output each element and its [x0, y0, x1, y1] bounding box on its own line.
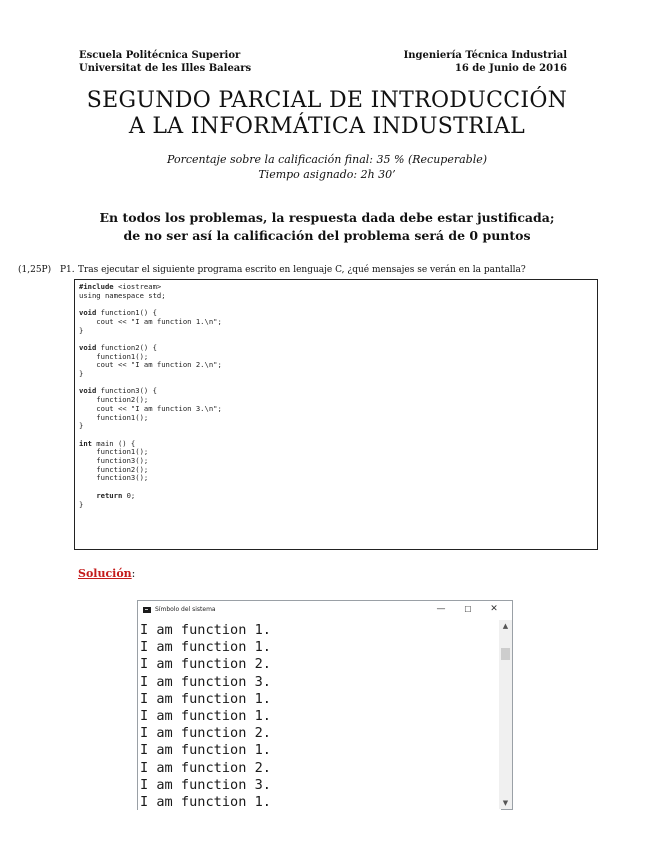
- time-allotted: Tiempo asignado: 2h 30’: [258, 168, 396, 181]
- code-line: [79, 492, 222, 501]
- code-line: [79, 474, 222, 483]
- code-line: [79, 327, 222, 336]
- console-line: I am function 1.: [140, 708, 271, 725]
- code-text: }: [79, 421, 84, 431]
- code-text: using namespace std;: [79, 290, 166, 300]
- minimize-button[interactable]: —: [436, 604, 446, 614]
- exam-title: [0, 88, 654, 140]
- exam-subtitle: [0, 152, 654, 182]
- console-output[interactable]: [138, 620, 501, 810]
- console-line: I am function 1.: [140, 690, 271, 707]
- scrollbar-thumb[interactable]: [501, 648, 510, 660]
- code-keyword: void: [79, 386, 97, 396]
- code-text: function3();: [79, 473, 149, 483]
- header-left: [79, 49, 251, 75]
- scroll-down-arrow-icon[interactable]: ▼: [502, 799, 509, 807]
- code-text: }: [79, 369, 84, 379]
- command-prompt-window: [137, 600, 513, 810]
- code-keyword: int: [79, 438, 92, 448]
- console-line: I am function 1.: [140, 742, 271, 759]
- code-text: main () {: [91, 438, 136, 448]
- console-line: I am function 1.: [140, 794, 271, 811]
- code-line: [79, 422, 222, 431]
- code-keyword: #include: [79, 282, 114, 291]
- exam-title-line2: A LA INFORMÁTICA INDUSTRIAL: [128, 114, 526, 139]
- exam-title-line1: SEGUNDO PARCIAL DE INTRODUCCIÓN: [86, 88, 568, 113]
- code-text: function1();: [79, 351, 149, 361]
- code-line: [79, 318, 222, 327]
- console-line: I am function 2.: [140, 656, 271, 673]
- code-text: function1();: [79, 412, 149, 422]
- console-lines: [140, 622, 271, 811]
- code-text: }: [79, 499, 84, 509]
- code-line: [79, 292, 222, 301]
- code-text: cout << "I am function 2.\n";: [79, 360, 222, 370]
- code-line: [79, 414, 222, 423]
- institution-university: Universitat de les Illes Balears: [79, 63, 252, 74]
- code-text: cout << "I am function 3.\n";: [79, 403, 222, 413]
- code-text: [79, 491, 96, 500]
- code-keyword: void: [79, 308, 97, 318]
- header-right: [404, 49, 567, 75]
- command-prompt-icon: [143, 607, 151, 613]
- justification-notice: [0, 209, 654, 245]
- problem-statement: Tras ejecutar el siguiente programa escrito en lenguaje C, ¿qué mensajes se verán en la pantalla?: [78, 265, 526, 275]
- solution-label: Solución: [78, 567, 132, 580]
- code-text: <iostream>: [113, 282, 162, 291]
- code-text: function2();: [79, 395, 149, 405]
- code-keyword: void: [79, 342, 97, 352]
- code-listing: [79, 283, 222, 509]
- scroll-up-arrow-icon[interactable]: ▲: [502, 622, 509, 630]
- exam-date: 16 de Junio de 2016: [454, 63, 567, 74]
- console-line: I am function 2.: [140, 759, 271, 776]
- code-text: }: [79, 325, 84, 335]
- window-title: Símbolo del sistema: [155, 606, 216, 613]
- problem-points: (1,25P): [18, 265, 52, 275]
- solution-heading: [78, 567, 135, 580]
- solution-colon: :: [131, 567, 136, 580]
- close-button[interactable]: ✕: [490, 604, 498, 614]
- vertical-scrollbar[interactable]: [499, 620, 512, 809]
- code-text: cout << "I am function 1.\n";: [79, 316, 222, 326]
- notice-line1: En todos los problemas, la respuesta dada debe estar justificada;: [99, 210, 555, 225]
- grade-percentage: Porcentaje sobre la calificación final: 35 % (Recuperable): [166, 153, 488, 166]
- problem-number: P1.: [60, 265, 75, 275]
- degree-name: Ingeniería Técnica Industrial: [403, 50, 567, 61]
- code-text: function2();: [79, 464, 149, 474]
- code-text: function1() {: [96, 308, 157, 318]
- notice-line2: de no ser así la calificación del problema será de 0 puntos: [123, 228, 531, 243]
- console-line: I am function 1.: [140, 639, 271, 656]
- maximize-button[interactable]: ☐: [464, 605, 472, 614]
- code-text: function1();: [79, 447, 149, 457]
- console-line: I am function 1.: [140, 622, 271, 638]
- code-text: function3();: [79, 456, 149, 466]
- code-text: function3() {: [96, 386, 157, 396]
- console-line: I am function 2.: [140, 725, 271, 742]
- code-text: 0;: [122, 490, 136, 500]
- institution-school: Escuela Politécnica Superior: [79, 50, 241, 61]
- code-listing-box: [74, 279, 598, 550]
- code-line: [79, 501, 222, 510]
- console-line: I am function 3.: [140, 673, 271, 690]
- code-text: function2() {: [96, 342, 157, 352]
- code-line: [79, 361, 222, 370]
- console-line: I am function 3.: [140, 776, 271, 793]
- code-keyword: return: [96, 490, 123, 500]
- code-line: [79, 370, 222, 379]
- window-titlebar[interactable]: [138, 601, 512, 620]
